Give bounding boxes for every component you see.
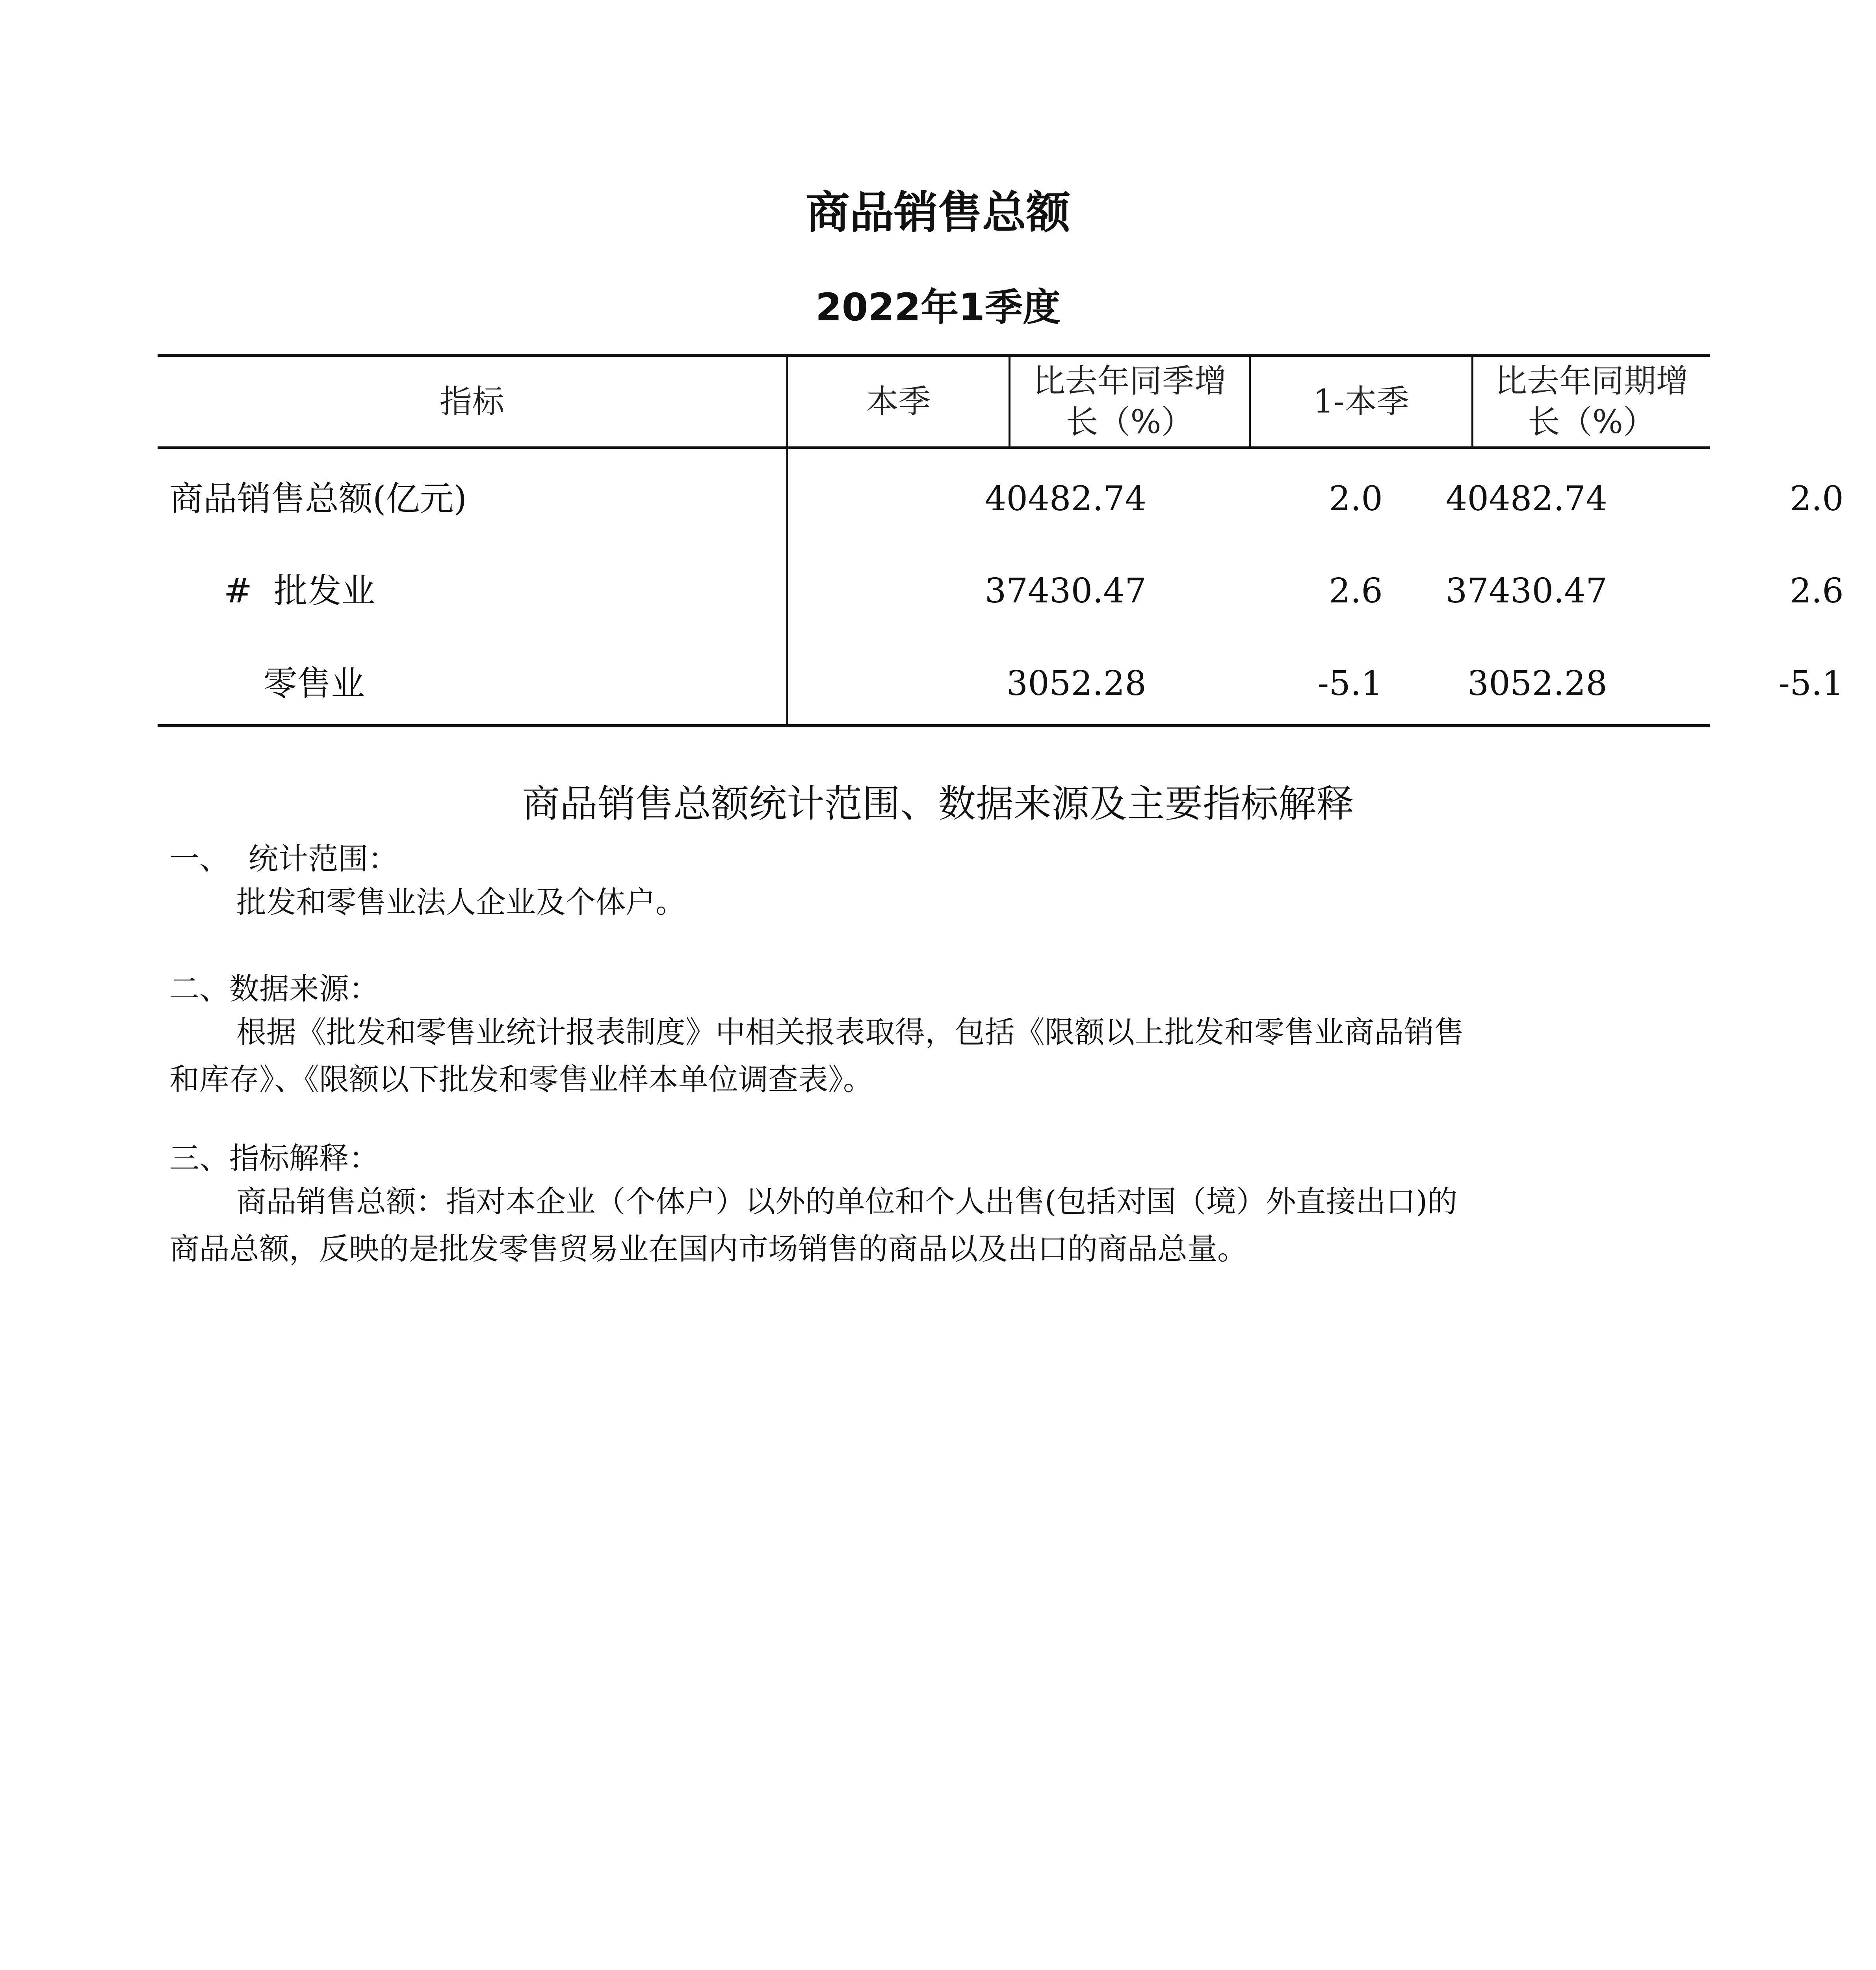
this-quarter-value: 37430.47 [984, 571, 1146, 611]
ytd-growth-value: -5.1 [1778, 664, 1844, 703]
table-top-border [158, 354, 1710, 357]
table-row [158, 475, 1844, 522]
source-body-line: 根据《批发和零售业统计报表制度》中相关报表取得，包括《限额以上批发和零售业商品销售 [236, 1015, 1464, 1050]
this-quarter-value: 40482.74 [984, 479, 1146, 519]
ytd-value: 40482.74 [1445, 479, 1607, 519]
header-indicator: 指标 [439, 383, 504, 420]
ytd-growth-value: 2.6 [1790, 571, 1844, 611]
ytd-value: 3052.28 [1467, 664, 1607, 703]
source-body-line: 和库存》、《限额以下批发和零售业样本单位调查表》。 [169, 1062, 873, 1097]
header-quarter-growth: 比去年同季增 长（%） [1033, 362, 1227, 441]
notes-title: 商品销售总额统计范围、数据来源及主要指标解释 [522, 782, 1354, 826]
definition-body-line: 商品销售总额：指对本企业（个体户）以外的单位和个人出售(包括对国（境）外直接出口)的 [236, 1184, 1458, 1219]
ytd-value: 37430.47 [1445, 571, 1607, 611]
source-heading: 二、数据来源： [169, 971, 379, 1006]
ytd-growth-value: 2.0 [1790, 479, 1844, 519]
table-header-border [158, 446, 1710, 449]
quarter-growth-value: 2.6 [1329, 571, 1383, 611]
table-bottom-border [158, 724, 1710, 727]
scope-body: 批发和零售业法人企业及个体户。 [236, 885, 685, 920]
report-period: 2022年1季度 [815, 285, 1061, 329]
page-title: 商品销售总额 [806, 187, 1070, 238]
quarter-growth-value: -5.1 [1317, 664, 1383, 703]
header-this-quarter: 本季 [866, 383, 931, 420]
quarter-growth-value: 2.0 [1329, 479, 1383, 519]
header-year-to-date: 1-本季 [1313, 383, 1409, 420]
definition-heading: 三、指标解释： [169, 1141, 379, 1176]
row-label: 商品销售总额(亿元) [169, 479, 467, 519]
definition-body-line: 商品总额，反映的是批发零售贸易业在国内市场销售的商品以及出口的商品总量。 [169, 1231, 1247, 1266]
table-row [158, 567, 1844, 615]
row-label: 零售业 [263, 664, 365, 703]
row-label: # 批发业 [224, 571, 375, 611]
this-quarter-value: 3052.28 [1006, 664, 1146, 703]
table-row [158, 660, 1844, 707]
header-ytd-growth: 比去年同期增 长（%） [1494, 362, 1688, 441]
scope-heading: 一、 统计范围： [169, 841, 398, 876]
